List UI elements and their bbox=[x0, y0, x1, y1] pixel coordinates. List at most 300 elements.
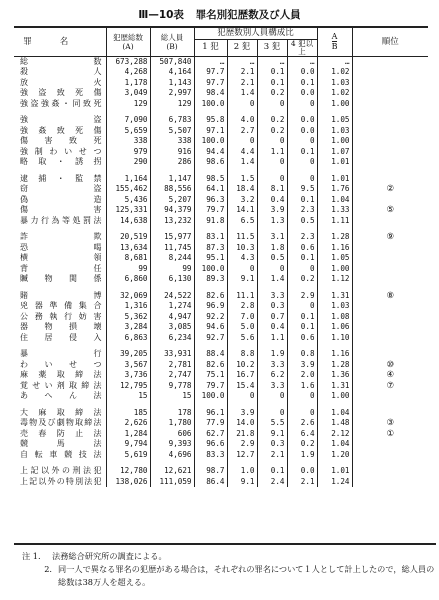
cell-b: 1,147 bbox=[150, 174, 194, 185]
cell-c1: 83.1 bbox=[194, 232, 227, 243]
cell-rank bbox=[352, 126, 428, 137]
cell-c2: 0 bbox=[227, 99, 257, 110]
cell-a: 39,205 bbox=[106, 349, 150, 360]
cell-c4: … bbox=[287, 56, 317, 67]
cell-c3: 9.1 bbox=[257, 429, 287, 440]
cell-c1: 97.1 bbox=[194, 126, 227, 137]
cell-c2: … bbox=[227, 56, 257, 67]
cell-c1: 100.0 bbox=[194, 136, 227, 147]
row-name: 贓物関係 bbox=[20, 274, 102, 283]
table-row bbox=[14, 333, 428, 344]
cell-a: 1,164 bbox=[106, 174, 150, 185]
table-row bbox=[14, 184, 428, 195]
cell-c2: 2.8 bbox=[227, 301, 257, 312]
cell-c3: 0 bbox=[257, 174, 287, 185]
cell-c3: 0 bbox=[257, 99, 287, 110]
cell-a: 7,090 bbox=[106, 115, 150, 126]
cell-b: 1,143 bbox=[150, 78, 194, 89]
row-name: 住居侵入 bbox=[20, 332, 102, 342]
table-row bbox=[14, 477, 428, 488]
cell-rank bbox=[352, 88, 428, 99]
cell-ratio: 1.05 bbox=[317, 253, 352, 264]
cell-a: 129 bbox=[106, 99, 150, 110]
cell-c3: 0 bbox=[257, 408, 287, 419]
header-c2: 2 犯 bbox=[227, 39, 257, 56]
cell-ratio: 1.00 bbox=[317, 99, 352, 110]
cell-c4: 9.5 bbox=[287, 184, 317, 195]
cell-c3: 3.9 bbox=[257, 205, 287, 216]
cell-a: 290 bbox=[106, 157, 150, 168]
table-row bbox=[14, 56, 428, 67]
cell-c4: 2.6 bbox=[287, 418, 317, 429]
row-name: 暴行 bbox=[20, 349, 102, 358]
cell-a: 32,069 bbox=[106, 291, 150, 302]
cell-c2: 0 bbox=[227, 136, 257, 147]
cell-rank: ② bbox=[352, 184, 428, 195]
cell-c2: 14.0 bbox=[227, 418, 257, 429]
cell-ratio: … bbox=[317, 56, 352, 67]
cell-c4: 2.3 bbox=[287, 232, 317, 243]
cell-b: 6,234 bbox=[150, 333, 194, 344]
table-row bbox=[14, 205, 428, 216]
cell-c4: 0 bbox=[287, 136, 317, 147]
cell-a: 125,331 bbox=[106, 205, 150, 216]
cell-c2: 5.6 bbox=[227, 333, 257, 344]
row-name: 公務執行妨害 bbox=[20, 311, 102, 321]
cell-c4: 0.0 bbox=[287, 115, 317, 126]
table-row bbox=[14, 391, 428, 402]
cell-c3: 0.4 bbox=[257, 322, 287, 333]
row-name: 兇器準備集合 bbox=[20, 301, 102, 310]
cell-c2: 1.4 bbox=[227, 157, 257, 168]
cell-c1: 97.7 bbox=[194, 78, 227, 89]
header-breakdown: 犯歴数別人員構成比 bbox=[194, 27, 317, 39]
table-row bbox=[14, 322, 428, 333]
header-rank: 順位 bbox=[352, 27, 428, 56]
cell-c3: 0 bbox=[257, 391, 287, 402]
cell-a: 5,362 bbox=[106, 312, 150, 323]
cell-a: 6,860 bbox=[106, 274, 150, 285]
cell-ratio: 1.02 bbox=[317, 88, 352, 99]
cell-c1: … bbox=[194, 56, 227, 67]
header-c4: 4 犯以上 bbox=[287, 39, 317, 56]
cell-c4: 0.2 bbox=[287, 274, 317, 285]
row-name: 上記以外の特別法犯 bbox=[20, 476, 102, 486]
cell-rank bbox=[352, 67, 428, 78]
cell-ratio: 1.04 bbox=[317, 439, 352, 450]
cell-a: 2,626 bbox=[106, 418, 150, 429]
cell-rank bbox=[352, 99, 428, 110]
cell-c4: 0 bbox=[287, 174, 317, 185]
cell-b: 1,274 bbox=[150, 301, 194, 312]
row-name: 背任 bbox=[20, 263, 102, 273]
note-2 bbox=[22, 563, 436, 589]
header-name: 罪名 bbox=[14, 27, 106, 56]
header-total-count-sub: (A) bbox=[122, 41, 134, 51]
cell-rank bbox=[352, 274, 428, 285]
cell-c2: 10.3 bbox=[227, 243, 257, 254]
cell-ratio: 1.36 bbox=[317, 370, 352, 381]
cell-c1: 94.6 bbox=[194, 322, 227, 333]
table-row bbox=[14, 99, 428, 110]
header-total-persons-label: 総人員 bbox=[160, 32, 184, 42]
cell-c1: 62.7 bbox=[194, 429, 227, 440]
header-total-count bbox=[106, 27, 150, 56]
table-row bbox=[14, 126, 428, 137]
row-name: 器物損壊 bbox=[20, 322, 102, 331]
cell-rank bbox=[352, 157, 428, 168]
cell-c4: 0.8 bbox=[287, 349, 317, 360]
cell-rank bbox=[352, 253, 428, 264]
cell-c2: 1.0 bbox=[227, 466, 257, 477]
cell-c1: 96.1 bbox=[194, 408, 227, 419]
cell-b: 5,507 bbox=[150, 126, 194, 137]
header-total-count-label: 犯歴総数 bbox=[113, 32, 143, 42]
table-row bbox=[14, 147, 428, 158]
cell-c1: 96.6 bbox=[194, 439, 227, 450]
cell-b: 4,696 bbox=[150, 450, 194, 461]
row-name: 強盗強姦・同致死 bbox=[20, 98, 102, 108]
cell-a: 9,794 bbox=[106, 439, 150, 450]
cell-b: 2,781 bbox=[150, 360, 194, 371]
cell-a: 3,736 bbox=[106, 370, 150, 381]
row-name: 毒物及び劇物取締法 bbox=[20, 418, 102, 427]
table-row bbox=[14, 157, 428, 168]
cell-c4: 0.1 bbox=[287, 322, 317, 333]
header-ratio-b: B bbox=[331, 41, 338, 51]
cell-rank: ⑦ bbox=[352, 381, 428, 392]
row-name: 逮捕・監禁 bbox=[20, 173, 102, 183]
cell-b: 6,130 bbox=[150, 274, 194, 285]
cell-b: 3,085 bbox=[150, 322, 194, 333]
cell-c4: 0.0 bbox=[287, 67, 317, 78]
cell-c3: 0.1 bbox=[257, 67, 287, 78]
cell-rank bbox=[352, 312, 428, 323]
cell-rank: ③ bbox=[352, 418, 428, 429]
cell-c2: 4.4 bbox=[227, 147, 257, 158]
cell-c3: 0 bbox=[257, 157, 287, 168]
cell-a: 14,638 bbox=[106, 216, 150, 227]
cell-rank: ⑤ bbox=[352, 205, 428, 216]
cell-a: 15 bbox=[106, 391, 150, 402]
cell-c1: 95.8 bbox=[194, 115, 227, 126]
table-row bbox=[14, 429, 428, 440]
cell-rank bbox=[352, 147, 428, 158]
cell-a: 12,795 bbox=[106, 381, 150, 392]
table-row bbox=[14, 381, 428, 392]
cell-a: 13,634 bbox=[106, 243, 150, 254]
cell-c3: 3.3 bbox=[257, 381, 287, 392]
table-row bbox=[14, 243, 428, 254]
cell-c1: 96.9 bbox=[194, 301, 227, 312]
cell-c3: … bbox=[257, 56, 287, 67]
cell-ratio: 1.02 bbox=[317, 67, 352, 78]
cell-c2: 8.8 bbox=[227, 349, 257, 360]
row-name: 偽造 bbox=[20, 194, 102, 204]
row-name: 横領 bbox=[20, 253, 102, 262]
cell-c3: 1.1 bbox=[257, 147, 287, 158]
table-row bbox=[14, 136, 428, 147]
cell-c1: 97.7 bbox=[194, 67, 227, 78]
cell-ratio: 1.07 bbox=[317, 147, 352, 158]
cell-ratio: 1.08 bbox=[317, 312, 352, 323]
table-row bbox=[14, 349, 428, 360]
header-total-persons bbox=[150, 27, 194, 56]
cell-ratio: 1.03 bbox=[317, 301, 352, 312]
table-row bbox=[14, 408, 428, 419]
header-total-persons-sub: (B) bbox=[166, 41, 178, 51]
cell-ratio: 1.24 bbox=[317, 477, 352, 488]
cell-c3: 1.1 bbox=[257, 333, 287, 344]
cell-c3: 0.3 bbox=[257, 439, 287, 450]
cell-c1: 75.1 bbox=[194, 370, 227, 381]
cell-a: 155,462 bbox=[106, 184, 150, 195]
cell-c3: 3.1 bbox=[257, 232, 287, 243]
cell-a: 99 bbox=[106, 264, 150, 275]
cell-c1: 100.0 bbox=[194, 391, 227, 402]
cell-b: 15,977 bbox=[150, 232, 194, 243]
cell-c4: 1.9 bbox=[287, 450, 317, 461]
table-row bbox=[14, 253, 428, 264]
cell-c1: 96.3 bbox=[194, 195, 227, 206]
cell-ratio: 1.01 bbox=[317, 174, 352, 185]
row-name: 詐欺 bbox=[20, 232, 102, 241]
cell-c3: 0.2 bbox=[257, 88, 287, 99]
table-row bbox=[14, 466, 428, 477]
row-name: 恐喝 bbox=[20, 242, 102, 252]
cell-a: 673,288 bbox=[106, 56, 150, 67]
cell-c3: 5.5 bbox=[257, 418, 287, 429]
table-row bbox=[14, 174, 428, 185]
cell-ratio: 1.28 bbox=[317, 360, 352, 371]
cell-c3: 0.7 bbox=[257, 312, 287, 323]
cell-c3: 0.3 bbox=[257, 301, 287, 312]
cell-a: 185 bbox=[106, 408, 150, 419]
table-row bbox=[14, 264, 428, 275]
cell-ratio: 1.03 bbox=[317, 78, 352, 89]
note-1 bbox=[22, 550, 436, 563]
cell-ratio: 1.11 bbox=[317, 216, 352, 227]
cell-c1: 86.4 bbox=[194, 477, 227, 488]
cell-b: 606 bbox=[150, 429, 194, 440]
cell-b: 338 bbox=[150, 136, 194, 147]
row-name: 強制わいせつ bbox=[20, 146, 102, 156]
cell-b: 129 bbox=[150, 99, 194, 110]
cell-a: 12,780 bbox=[106, 466, 150, 477]
cell-rank: ⑧ bbox=[352, 291, 428, 302]
cell-c1: 77.9 bbox=[194, 418, 227, 429]
table-row bbox=[14, 67, 428, 78]
cell-a: 3,049 bbox=[106, 88, 150, 99]
cell-c1: 88.4 bbox=[194, 349, 227, 360]
row-name: 放火 bbox=[20, 77, 102, 87]
notes bbox=[14, 543, 436, 589]
cell-rank bbox=[352, 301, 428, 312]
cell-ratio: 1.33 bbox=[317, 205, 352, 216]
cell-rank: ④ bbox=[352, 370, 428, 381]
table-row bbox=[14, 360, 428, 371]
row-name: 自転車競技法 bbox=[20, 449, 102, 459]
table-row bbox=[14, 439, 428, 450]
cell-c2: 4.3 bbox=[227, 253, 257, 264]
cell-b: 4,947 bbox=[150, 312, 194, 323]
cell-b: 9,778 bbox=[150, 381, 194, 392]
row-name: 略取・誘拐 bbox=[20, 157, 102, 166]
cell-rank bbox=[352, 477, 428, 488]
cell-c3: 8.1 bbox=[257, 184, 287, 195]
cell-c4: 0.1 bbox=[287, 78, 317, 89]
cell-rank bbox=[352, 56, 428, 67]
cell-c4: 2.0 bbox=[287, 370, 317, 381]
cell-c3: 0.1 bbox=[257, 466, 287, 477]
cell-ratio: 2.12 bbox=[317, 429, 352, 440]
cell-c2: 7.0 bbox=[227, 312, 257, 323]
cell-c3: 0.2 bbox=[257, 126, 287, 137]
cell-b: 12,621 bbox=[150, 466, 194, 477]
cell-ratio: 1.00 bbox=[317, 391, 352, 402]
cell-ratio: 1.06 bbox=[317, 322, 352, 333]
cell-ratio: 1.10 bbox=[317, 333, 352, 344]
cell-c4: 0.1 bbox=[287, 195, 317, 206]
cell-c4: 0.1 bbox=[287, 312, 317, 323]
cell-ratio: 1.00 bbox=[317, 264, 352, 275]
crime-statistics-table bbox=[14, 26, 428, 487]
row-name: 窃盗 bbox=[20, 184, 102, 193]
row-name: 強盗 bbox=[20, 115, 102, 124]
cell-c2: 1.4 bbox=[227, 88, 257, 99]
cell-c2: 9.1 bbox=[227, 274, 257, 285]
row-name: 傷害致死 bbox=[20, 136, 102, 145]
note-text: 法務総合研究所の調査による。 bbox=[52, 551, 167, 561]
cell-c1: 94.4 bbox=[194, 147, 227, 158]
cell-a: 338 bbox=[106, 136, 150, 147]
cell-a: 1,284 bbox=[106, 429, 150, 440]
cell-c4: 0.6 bbox=[287, 243, 317, 254]
cell-rank bbox=[352, 439, 428, 450]
cell-b: 178 bbox=[150, 408, 194, 419]
cell-c1: 98.6 bbox=[194, 157, 227, 168]
cell-a: 5,436 bbox=[106, 195, 150, 206]
table-row bbox=[14, 88, 428, 99]
cell-c1: 98.5 bbox=[194, 174, 227, 185]
cell-b: 916 bbox=[150, 147, 194, 158]
cell-rank bbox=[352, 466, 428, 477]
cell-c1: 82.6 bbox=[194, 291, 227, 302]
cell-b: 286 bbox=[150, 157, 194, 168]
row-name: 売春防止法 bbox=[20, 428, 102, 438]
header-ratio-a: A bbox=[331, 31, 338, 41]
cell-c1: 64.1 bbox=[194, 184, 227, 195]
table-title-text: 罪名別犯歴数及び人員 bbox=[195, 9, 301, 21]
cell-b: 8,244 bbox=[150, 253, 194, 264]
table-row bbox=[14, 291, 428, 302]
cell-b: 33,931 bbox=[150, 349, 194, 360]
table-title bbox=[0, 7, 439, 22]
cell-rank: ① bbox=[352, 429, 428, 440]
note-key: 注 1. bbox=[22, 551, 41, 561]
table-row bbox=[14, 232, 428, 243]
header-c3: 3 犯 bbox=[257, 39, 287, 56]
cell-b: 111,059 bbox=[150, 477, 194, 488]
cell-c4: 2.1 bbox=[287, 477, 317, 488]
cell-c2: 21.8 bbox=[227, 429, 257, 440]
cell-c3: 1.3 bbox=[257, 216, 287, 227]
cell-b: 99 bbox=[150, 264, 194, 275]
cell-c3: 2.1 bbox=[257, 450, 287, 461]
cell-ratio: 1.31 bbox=[317, 291, 352, 302]
cell-c3: 0 bbox=[257, 136, 287, 147]
cell-c2: 3.2 bbox=[227, 195, 257, 206]
cell-rank bbox=[352, 408, 428, 419]
cell-c2: 4.0 bbox=[227, 115, 257, 126]
cell-b: 11,745 bbox=[150, 243, 194, 254]
cell-c4: 6.4 bbox=[287, 429, 317, 440]
cell-b: 24,522 bbox=[150, 291, 194, 302]
cell-c4: 2.9 bbox=[287, 291, 317, 302]
cell-c1: 100.0 bbox=[194, 99, 227, 110]
note-text: 同一人で異なる罪名の犯歴がある場合は，それぞれの罪名について１人として計上したので，総人員の総数は38万人を超える。 bbox=[58, 564, 435, 587]
cell-a: 4,268 bbox=[106, 67, 150, 78]
cell-ratio: 1.16 bbox=[317, 349, 352, 360]
table-row bbox=[14, 195, 428, 206]
cell-c2: 11.1 bbox=[227, 291, 257, 302]
cell-a: 138,026 bbox=[106, 477, 150, 488]
cell-c3: 0.1 bbox=[257, 78, 287, 89]
table-row bbox=[14, 312, 428, 323]
row-name: 総数 bbox=[20, 56, 102, 66]
cell-c1: 98.7 bbox=[194, 466, 227, 477]
cell-c4: 0 bbox=[287, 408, 317, 419]
cell-c1: 91.8 bbox=[194, 216, 227, 227]
cell-a: 6,863 bbox=[106, 333, 150, 344]
cell-rank bbox=[352, 136, 428, 147]
cell-c2: 2.1 bbox=[227, 78, 257, 89]
cell-b: 15 bbox=[150, 391, 194, 402]
cell-c1: 79.7 bbox=[194, 205, 227, 216]
table-row bbox=[14, 274, 428, 285]
cell-c3: 1.9 bbox=[257, 349, 287, 360]
cell-rank: ⑩ bbox=[352, 360, 428, 371]
cell-c4: 0.2 bbox=[287, 439, 317, 450]
cell-c1: 83.3 bbox=[194, 450, 227, 461]
cell-c4: 0 bbox=[287, 301, 317, 312]
row-name: 殺人 bbox=[20, 67, 102, 76]
cell-b: 5,207 bbox=[150, 195, 194, 206]
cell-a: 1,316 bbox=[106, 301, 150, 312]
cell-c2: 5.0 bbox=[227, 322, 257, 333]
cell-c4: 0.5 bbox=[287, 216, 317, 227]
cell-c4: 0.0 bbox=[287, 126, 317, 137]
row-name: あへん法 bbox=[20, 391, 102, 400]
cell-b: 88,556 bbox=[150, 184, 194, 195]
cell-a: 3,567 bbox=[106, 360, 150, 371]
cell-c2: 0 bbox=[227, 264, 257, 275]
header-c1: 1 犯 bbox=[194, 39, 227, 56]
row-name: 強盗致死傷 bbox=[20, 88, 102, 97]
cell-ratio: 1.04 bbox=[317, 195, 352, 206]
cell-a: 979 bbox=[106, 147, 150, 158]
cell-c2: 11.5 bbox=[227, 232, 257, 243]
cell-ratio: 1.28 bbox=[317, 232, 352, 243]
cell-rank bbox=[352, 174, 428, 185]
cell-c2: 10.2 bbox=[227, 360, 257, 371]
row-name: 上記以外の刑法犯 bbox=[20, 466, 102, 475]
cell-c4: 0 bbox=[287, 264, 317, 275]
cell-c3: 0.4 bbox=[257, 195, 287, 206]
cell-b: 1,780 bbox=[150, 418, 194, 429]
cell-b: 13,232 bbox=[150, 216, 194, 227]
cell-a: 3,284 bbox=[106, 322, 150, 333]
